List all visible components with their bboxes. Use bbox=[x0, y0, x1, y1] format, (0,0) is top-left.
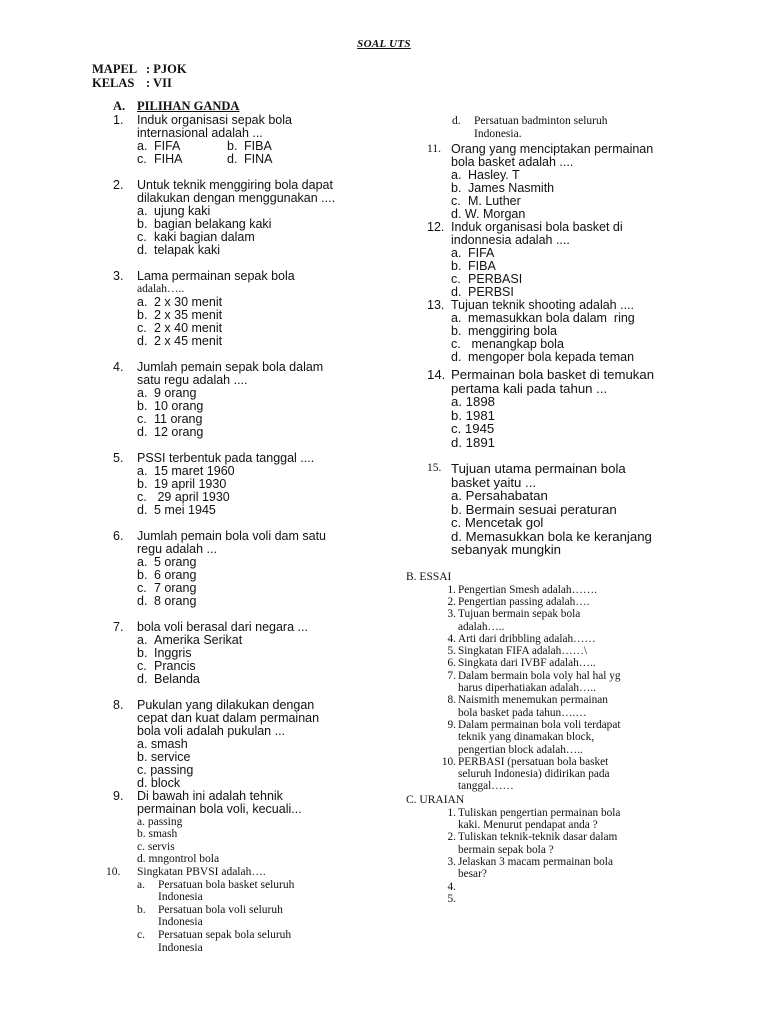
option-a: a. passing bbox=[137, 815, 183, 828]
option-text: FINA bbox=[244, 152, 273, 166]
essay-item bbox=[406, 657, 706, 669]
option-b bbox=[137, 904, 413, 929]
option-text: Persatuan bola voli seluruh bbox=[158, 903, 283, 916]
question-text: permainan bola voli, kecuali... bbox=[137, 801, 302, 816]
option-d bbox=[137, 426, 413, 439]
option-text: 2 x 40 menit bbox=[154, 320, 223, 335]
option-text: 12 orang bbox=[154, 424, 204, 439]
question-8 bbox=[113, 699, 413, 790]
item-text: besar? bbox=[458, 868, 487, 881]
item-number: 10. bbox=[441, 755, 456, 768]
question-number: 2. bbox=[113, 178, 124, 192]
option-text: FIFA bbox=[154, 139, 181, 153]
item-text: seluruh Indonesia) didirikan pada bbox=[458, 768, 610, 781]
option-d: d. Memasukkan bola ke keranjang bbox=[451, 528, 652, 544]
question-number: 7. bbox=[113, 619, 124, 634]
question-text: cepat dan kuat dalam permainan bbox=[137, 710, 320, 725]
left-column bbox=[106, 99, 413, 954]
option-letter: c. bbox=[137, 230, 147, 244]
option-text: 5 mei 1945 bbox=[154, 502, 216, 517]
option-letter: a. bbox=[137, 463, 148, 478]
question-text: Pukulan yang dilakukan dengan bbox=[137, 697, 315, 712]
option-text: FIBA bbox=[244, 139, 272, 153]
option-text: kaki bagian dalam bbox=[154, 230, 255, 244]
question-11 bbox=[406, 143, 706, 221]
option-letter: b. bbox=[451, 181, 462, 196]
question-text: dilakukan dengan menggunakan .... bbox=[137, 191, 336, 205]
option-b: b. 1981 bbox=[451, 407, 495, 423]
item-text: Singkata dari IVBF adalah….. bbox=[458, 657, 596, 670]
option-c bbox=[137, 929, 413, 954]
option-text: FIBA bbox=[468, 259, 496, 274]
option-letter: d. bbox=[137, 424, 148, 439]
option-letter: c. bbox=[137, 489, 147, 504]
item-number: 9. bbox=[447, 718, 456, 731]
essay-question-list bbox=[406, 807, 706, 905]
option-letter: b. bbox=[137, 476, 148, 491]
item-text: Naismith menemukan permainan bbox=[458, 694, 608, 707]
question-text: satu regu adalah .... bbox=[137, 372, 248, 387]
option-text: Hasley. T bbox=[468, 168, 520, 183]
option-text: FIHA bbox=[154, 152, 183, 166]
item-text: Tuliskan pengertian permainan bola bbox=[458, 806, 621, 819]
option-text: Persatuan badminton seluruh bbox=[474, 115, 608, 127]
option-text: PERBASI bbox=[468, 272, 523, 287]
item-text bbox=[458, 893, 706, 905]
question-number: 11. bbox=[427, 143, 441, 156]
question-text: Induk organisasi bola basket di bbox=[451, 220, 623, 235]
section-c-heading: C. URAIAN bbox=[406, 793, 465, 806]
item-number: 6. bbox=[447, 657, 456, 670]
option-letter: d. bbox=[452, 115, 461, 127]
option-b: b. smash bbox=[137, 828, 178, 841]
option-text: ujung kaki bbox=[154, 204, 211, 218]
option-text: 15 maret 1960 bbox=[154, 463, 235, 478]
essay-item bbox=[406, 633, 706, 645]
option-text: Persatuan sepak bola seluruh bbox=[158, 928, 292, 941]
item-number: 8. bbox=[447, 694, 456, 707]
option-letter: c. bbox=[451, 337, 461, 352]
class-line bbox=[92, 76, 172, 91]
option-letter: a. bbox=[137, 204, 148, 218]
question-number: 10. bbox=[106, 865, 121, 878]
option-letter: d. bbox=[137, 593, 148, 608]
option-text: memasukkan bola dalam ring bbox=[468, 311, 635, 326]
question-number: 4. bbox=[113, 359, 124, 374]
item-text: Singkatan FIFA adalah……\ bbox=[458, 645, 588, 658]
item-text: Pengertian Smesh adalah……. bbox=[458, 583, 597, 596]
question-10 bbox=[106, 865, 413, 954]
question-text: basket yaitu ... bbox=[451, 474, 537, 490]
question-text: indonnesia adalah .... bbox=[451, 233, 570, 248]
option-letter: d. bbox=[227, 152, 238, 166]
item-text: Tujuan bermain sepak bola bbox=[458, 608, 581, 621]
question-7 bbox=[113, 621, 413, 686]
question-text: Tujuan teknik shooting adalah .... bbox=[451, 298, 634, 313]
option-text: 2 x 45 menit bbox=[154, 333, 223, 348]
item-text: Arti dari dribbling adalah…… bbox=[458, 632, 596, 645]
question-10-option-d bbox=[406, 115, 706, 140]
option-c: c. Mencetak gol bbox=[451, 515, 544, 531]
option-letter: a. bbox=[451, 168, 462, 183]
option-b: b. service bbox=[137, 749, 191, 764]
option-text: 2 x 35 menit bbox=[154, 307, 223, 322]
question-text: Lama permainan sepak bola bbox=[137, 269, 295, 283]
section-b-heading: B. ESSAI bbox=[406, 570, 452, 583]
option-text: Prancis bbox=[154, 658, 196, 673]
option-letter: a. bbox=[137, 878, 145, 891]
essay-item bbox=[406, 670, 706, 695]
class-label: KELAS bbox=[92, 76, 135, 90]
option-d bbox=[137, 244, 413, 257]
question-text: bola basket adalah .... bbox=[451, 155, 574, 170]
option-letter: c. bbox=[137, 580, 147, 595]
essay-item bbox=[406, 645, 706, 657]
question-number: 14. bbox=[427, 367, 446, 383]
section-a-title: PILIHAN GANDA bbox=[137, 99, 240, 113]
item-text: Jelaskan 3 macam permainan bola bbox=[458, 855, 613, 868]
option-letter: c. bbox=[137, 152, 147, 166]
option-letter: b. bbox=[137, 645, 148, 660]
essay-item bbox=[406, 608, 706, 633]
question-number: 5. bbox=[113, 450, 124, 465]
option-text: 11 orang bbox=[154, 411, 203, 426]
question-text: Jumlah pemain bola voli dam satu bbox=[137, 528, 326, 543]
option-text: mengoper bola kepada teman bbox=[468, 350, 635, 365]
question-text: Singkatan PBVSI adalah…. bbox=[137, 865, 266, 878]
option-letter: a. bbox=[137, 632, 148, 647]
option-letter: a. bbox=[137, 294, 148, 309]
question-text: PSSI terbentuk pada tanggal .... bbox=[137, 450, 315, 465]
option-letter: b. bbox=[227, 139, 238, 153]
option-letter: d. bbox=[451, 350, 462, 365]
essay-item bbox=[406, 596, 706, 608]
option-d: d. W. Morgan bbox=[451, 207, 526, 222]
option-letter: c. bbox=[451, 194, 461, 209]
item-number: 3. bbox=[447, 855, 456, 868]
question-number: 6. bbox=[113, 528, 124, 543]
question-text: Jumlah pemain sepak bola dalam bbox=[137, 359, 324, 374]
section-a-heading bbox=[113, 100, 413, 113]
option-a: a. smash bbox=[137, 736, 188, 751]
item-text: adalah….. bbox=[458, 620, 505, 633]
option-letter: b. bbox=[137, 217, 148, 231]
essay-item bbox=[406, 719, 706, 756]
option-c bbox=[451, 195, 706, 208]
question-number: 9. bbox=[113, 788, 124, 803]
option-text: 8 orang bbox=[154, 593, 197, 608]
item-number: 2. bbox=[447, 831, 456, 844]
option-letter: a. bbox=[137, 385, 148, 400]
option-d bbox=[137, 595, 413, 608]
option-letter: b. bbox=[451, 324, 462, 339]
essay-item bbox=[406, 584, 706, 596]
essay-question-item bbox=[406, 807, 706, 832]
item-text: teknik yang dinamakan block, bbox=[458, 731, 595, 744]
essay-question-item bbox=[406, 831, 706, 856]
item-text: PERBASI (persatuan bola basket bbox=[458, 755, 609, 768]
question-15 bbox=[406, 462, 706, 557]
option-letter: b. bbox=[137, 567, 148, 582]
option-text: Inggris bbox=[154, 645, 192, 660]
question-text: bola voli berasal dari negara ... bbox=[137, 619, 308, 634]
option-c: c. servis bbox=[137, 840, 175, 853]
option-text: 29 april 1930 bbox=[154, 489, 230, 504]
question-text: Di bawah ini adalah tehnik bbox=[137, 788, 283, 803]
item-number: 1. bbox=[447, 583, 456, 596]
option-c: c. passing bbox=[137, 762, 194, 777]
option-text: Belanda bbox=[154, 671, 200, 686]
essay-item bbox=[406, 756, 706, 793]
option-text: 10 orang bbox=[154, 398, 204, 413]
option-d-continued: sebanyak mungkin bbox=[451, 542, 561, 558]
option-a bbox=[137, 879, 413, 904]
item-number: 4. bbox=[447, 632, 456, 645]
option-letter: a. bbox=[137, 554, 148, 569]
option-letter: c. bbox=[137, 411, 147, 426]
option-a: a. 1898 bbox=[451, 394, 495, 410]
option-d: d. mngontrol bola bbox=[137, 853, 220, 866]
option-letter: d. bbox=[137, 333, 148, 348]
option-letter: c. bbox=[137, 320, 147, 335]
item-text: Pengertian passing adalah…. bbox=[458, 595, 590, 608]
option-text: menggiring bola bbox=[468, 324, 557, 339]
option-text: PERBSI bbox=[468, 285, 514, 300]
option-letter: a. bbox=[451, 246, 462, 261]
essay-list bbox=[406, 584, 706, 793]
option-text: 2 x 30 menit bbox=[154, 294, 223, 309]
option-text: James Nasmith bbox=[468, 181, 555, 196]
option-letter: a. bbox=[451, 311, 462, 326]
question-text: pertama kali pada tahun ... bbox=[451, 380, 608, 396]
option-text: 5 orang bbox=[154, 554, 197, 569]
option-d bbox=[451, 351, 706, 364]
option-text: FIFA bbox=[468, 246, 495, 261]
question-12 bbox=[406, 221, 706, 299]
option-text: Indonesia bbox=[158, 916, 203, 929]
option-letter: c. bbox=[137, 658, 147, 673]
option-text: 7 orang bbox=[154, 580, 197, 595]
item-text bbox=[458, 881, 706, 893]
question-5 bbox=[113, 452, 413, 517]
item-text: kaki. Menurut pendapat anda ? bbox=[458, 819, 598, 832]
item-number: 3. bbox=[447, 608, 456, 621]
option-text: telapak kaki bbox=[154, 243, 221, 257]
right-column bbox=[406, 115, 706, 905]
option-letter: d. bbox=[137, 671, 148, 686]
question-text: regu adalah ... bbox=[137, 541, 217, 556]
option-text: 9 orang bbox=[154, 385, 197, 400]
option-text: Indonesia bbox=[158, 941, 203, 954]
item-number: 4. bbox=[447, 880, 456, 893]
option-text: menangkap bola bbox=[468, 337, 564, 352]
question-text: internasional adalah ... bbox=[137, 126, 263, 140]
option-text: Indonesia bbox=[158, 891, 203, 904]
question-number: 3. bbox=[113, 269, 124, 283]
document-title: SOAL UTS bbox=[357, 38, 411, 50]
option-d bbox=[227, 153, 337, 166]
essay-question-item bbox=[406, 881, 706, 893]
question-number: 15. bbox=[427, 462, 442, 475]
essay-question-item bbox=[406, 856, 706, 881]
question-1 bbox=[113, 114, 413, 166]
option-letter: d. bbox=[451, 285, 462, 300]
option-text: 6 orang bbox=[154, 567, 197, 582]
question-text: Induk organisasi sepak bola bbox=[137, 113, 292, 127]
question-13 bbox=[406, 299, 706, 364]
question-number: 8. bbox=[113, 697, 124, 712]
question-text: Untuk teknik menggiring bola dapat bbox=[137, 178, 333, 192]
question-6 bbox=[113, 530, 413, 608]
option-d bbox=[137, 673, 413, 686]
question-text: bola voli adalah pukulan ... bbox=[137, 723, 286, 738]
option-d bbox=[137, 335, 413, 348]
option-letter: b. bbox=[137, 398, 148, 413]
option-text: M. Luther bbox=[468, 194, 521, 209]
item-number: 5. bbox=[447, 892, 456, 905]
option-b: b. Bermain sesuai peraturan bbox=[451, 501, 617, 517]
item-text: bola basket pada tahun….… bbox=[458, 706, 587, 719]
question-9 bbox=[113, 790, 413, 866]
item-text: pengertian block adalah….. bbox=[458, 743, 583, 756]
question-text: Orang yang menciptakan permainan bbox=[451, 142, 654, 157]
option-letter: a. bbox=[137, 139, 148, 153]
item-text: Tuliskan teknik-teknik dasar dalam bbox=[458, 831, 618, 844]
option-letter: c. bbox=[451, 272, 461, 287]
option-text: Persatuan bola basket seluruh bbox=[158, 878, 295, 891]
section-a-letter: A. bbox=[113, 99, 126, 113]
item-number: 2. bbox=[447, 595, 456, 608]
question-number: 1. bbox=[113, 113, 124, 127]
item-text: harus diperhatiakan adalah….. bbox=[458, 682, 597, 695]
question-number: 12. bbox=[427, 220, 445, 235]
subject-label: MAPEL bbox=[92, 62, 138, 76]
option-text: Indonesia. bbox=[474, 127, 522, 140]
item-text: Dalam bermain bola voly hal hal yg bbox=[458, 669, 621, 682]
item-number: 5. bbox=[447, 645, 456, 658]
option-letter: b. bbox=[137, 307, 148, 322]
item-number: 7. bbox=[447, 669, 456, 682]
item-number: 1. bbox=[447, 806, 456, 819]
option-text: 19 april 1930 bbox=[154, 476, 227, 491]
option-text: Amerika Serikat bbox=[154, 632, 243, 647]
option-d bbox=[137, 504, 413, 517]
option-c bbox=[137, 153, 227, 166]
option-d: d. block bbox=[137, 775, 181, 790]
option-letter: b. bbox=[451, 259, 462, 274]
option-grid bbox=[137, 140, 413, 166]
subject-line bbox=[92, 62, 187, 77]
question-2 bbox=[113, 179, 413, 257]
option-letter: d. bbox=[137, 502, 148, 517]
essay-question-item bbox=[406, 893, 706, 905]
question-4 bbox=[113, 361, 413, 439]
question-3 bbox=[113, 270, 413, 348]
option-letter: c. bbox=[137, 928, 145, 941]
option-letter: b. bbox=[137, 903, 146, 916]
question-text: Permainan bola basket di temukan bbox=[451, 367, 655, 383]
option-letter: d. bbox=[137, 243, 148, 257]
option-a: a. Persahabatan bbox=[451, 488, 548, 504]
item-text: tanggal…… bbox=[458, 780, 514, 793]
option-d: d. 1891 bbox=[451, 434, 495, 450]
essay-item bbox=[406, 694, 706, 719]
option-text: bagian belakang kaki bbox=[154, 217, 272, 231]
item-text: bermain sepak bola ? bbox=[458, 843, 554, 856]
subject-value: : PJOK bbox=[146, 62, 187, 76]
question-text: Tujuan utama permainan bola bbox=[451, 461, 626, 477]
option-c: c. 1945 bbox=[451, 421, 495, 437]
question-14 bbox=[406, 368, 706, 449]
question-number: 13. bbox=[427, 298, 445, 313]
class-value: : VII bbox=[146, 76, 172, 90]
item-text: Dalam permainan bola voli terdapat bbox=[458, 718, 621, 731]
question-text: adalah….. bbox=[137, 283, 185, 295]
